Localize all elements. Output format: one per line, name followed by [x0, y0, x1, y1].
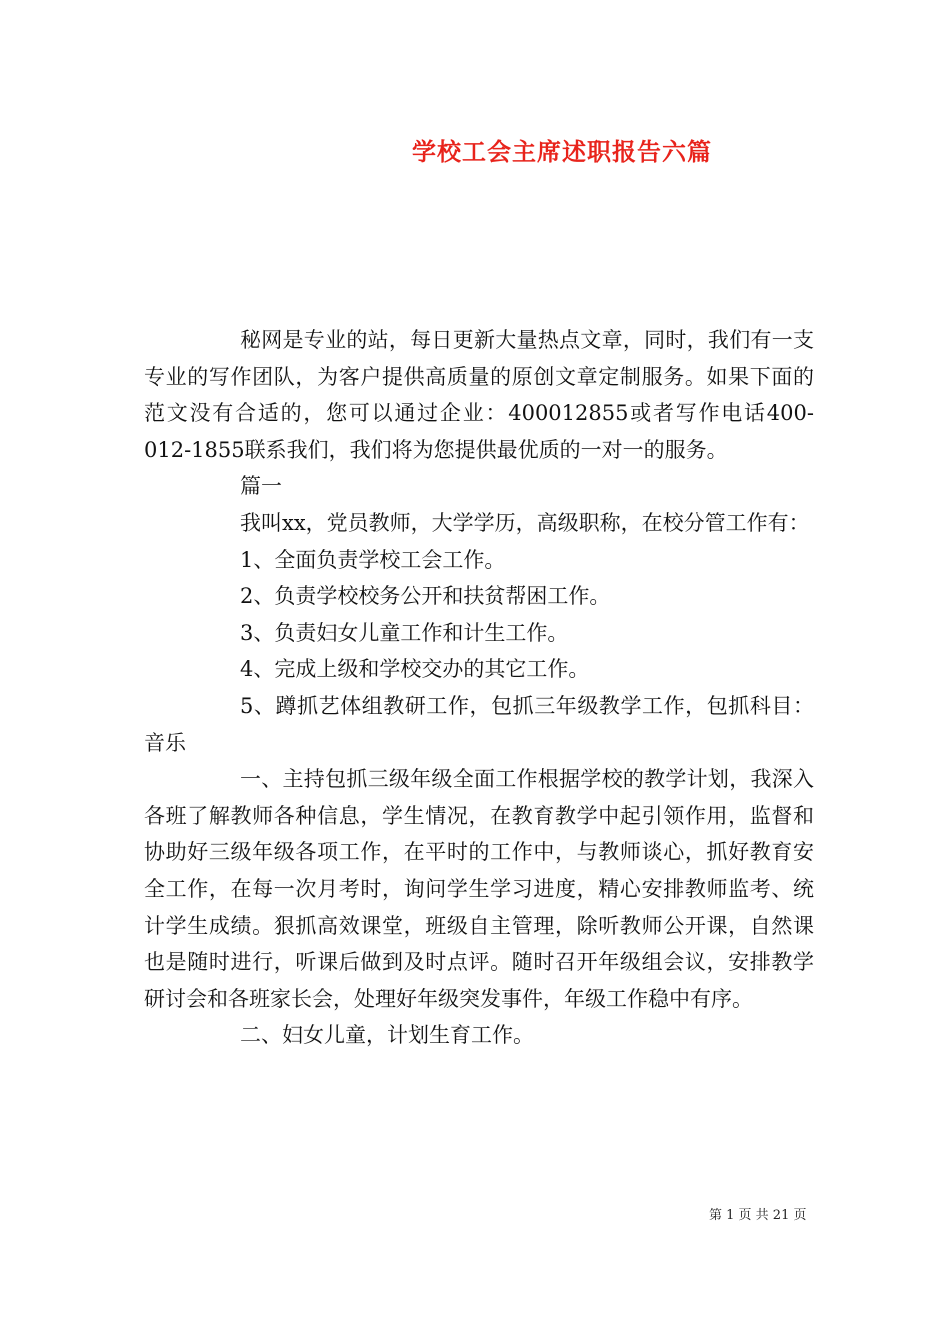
intro-paragraph: 秘网是专业的站，每日更新大量热点文章，同时，我们有一支专业的写作团队，为客户提供高质量的原创文章定制服务。如果下面的范文没有合适的，您可以通过企业：400012855或者写作电话400-012-1855联系我们，我们将为您提供最优质的一对一的服务。	[144, 328, 814, 462]
body-paragraph: 一、主持包抓三级年级全面工作根据学校的教学计划，我深入各班了解教师各种信息，学生情况，在教育教学中起引领作用，监督和协助好三级年级各项工作，在平时的工作中，与教师谈心，抓好教育安全工作，在每一次月考时，询问学生学习进度，精心安排教师监考、统计学生成绩。狠抓高效课堂，班级自主管理，除听教师公开课，自然课也是随时进行，听课后做到及时点评。随时召开年级组会议，安排教学研讨会和各班家长会，处理好年级突发事件，年级工作稳中有序。	[144, 767, 814, 1011]
document-body	[144, 322, 814, 1054]
document-title: 学校工会主席述职报告六篇	[412, 137, 712, 166]
section-heading: 篇一	[240, 474, 282, 499]
body-paragraph: 我叫xx，党员教师，大学学历，高级职称，在校分管工作有：	[240, 510, 810, 535]
list-item: 1、全面负责学校工会工作。	[240, 547, 506, 572]
list-item: 4、完成上级和学校交办的其它工作。	[240, 657, 590, 682]
page-number: 第 1 页 共 21 页	[709, 1208, 807, 1223]
body-paragraph: 二、妇女儿童，计划生育工作。	[240, 1023, 534, 1048]
list-item: 3、负责妇女儿童工作和计生工作。	[240, 620, 569, 645]
list-item: 5、蹲抓艺体组教研工作，包抓三年级教学工作，包抓科目：音乐	[144, 693, 814, 755]
list-item: 2、负责学校校务公开和扶贫帮困工作。	[240, 584, 611, 609]
